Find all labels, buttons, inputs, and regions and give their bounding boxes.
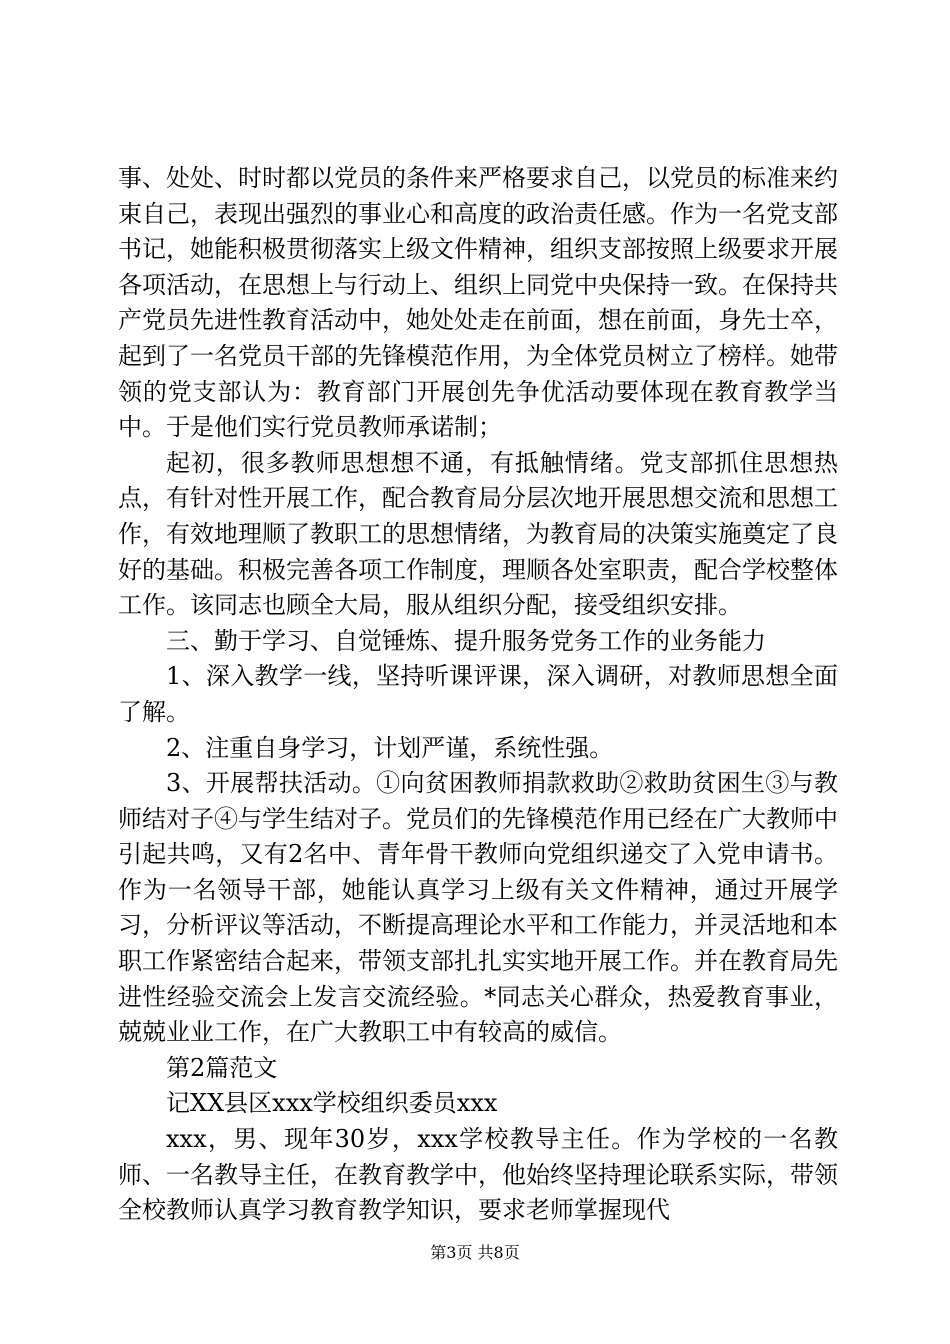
page-number: 第3页 共8页: [430, 1243, 520, 1262]
paragraph-2: 起初，很多教师思想想不通，有抵触情绪。党支部抓住思想热点，有针对性开展工作，配合教育局分层次地开展思想交流和思想工作，有效地理顺了教职工的思想情绪，为教育局的决策实施奠定了良好的基础。积极完善各项工作制度，理顺各处室职责，配合学校整体工作。该同志也顾全大局，服从组织分配，接受组织安排。: [118, 448, 838, 620]
paragraph-1: 事、处处、时时都以党员的条件来严格要求自己，以党员的标准来约束自己，表现出强烈的事业心和高度的政治责任感。作为一名党支部书记，她能积极贯彻落实上级文件精神，组织支部按照上级要求开展各项活动，在思想上与行动上、组织上同党中央保持一致。在保持共产党员先进性教育活动中，她处处走在前面，想在前面，身先士卒，起到了一名党员干部的先锋模范作用，为全体党员树立了榜样。她带领的党支部认为：教育部门开展创先争优活动要体现在教育教学当中。于是他们实行党员教师承诺制；: [118, 164, 838, 442]
article-number-heading: 第2篇范文: [166, 1053, 278, 1082]
article-title: 记XX县区xxx学校组织委员xxx: [166, 1089, 498, 1118]
list-item-1: 1、深入教学一线，坚持听课评课，深入调研，对教师思想全面了解。: [118, 662, 838, 726]
paragraph-article-intro: xxx，男、现年30岁，xxx学校教导主任。作为学校的一名教师、一名教导主任，在教育教学中，他始终坚持理论联系实际，带领全校教师认真学习教育教学知识，要求老师掌握现代: [118, 1125, 838, 1225]
section-heading-3: 三、勤于学习、自觉锤炼、提升服务党务工作的业务能力: [166, 626, 766, 655]
page-footer: [0, 1243, 950, 1263]
list-item-2: 2、注重自身学习，计划严谨，系统性强。: [166, 733, 614, 762]
list-item-3: 3、开展帮扶活动。①向贫困教师捐款救助②救助贫困生③与教师结对子④与学生结对子。党员们的先锋模范作用已经在广大教师中引起共鸣，又有2名中、青年骨干教师向党组织递交了入党申请书。作为一名领导干部，她能认真学习上级有关文件精神，通过开展学习，分析评议等活动，不断提高理论水平和工作能力，并灵活地和本职工作紧密结合起来，带领支部扎扎实实地开展工作。并在教育局先进性经验交流会上发言交流经验。*同志关心群众，热爱教育事业，兢兢业业工作，在广大教职工中有较高的威信。: [118, 769, 838, 1047]
document-body: [118, 161, 838, 1229]
